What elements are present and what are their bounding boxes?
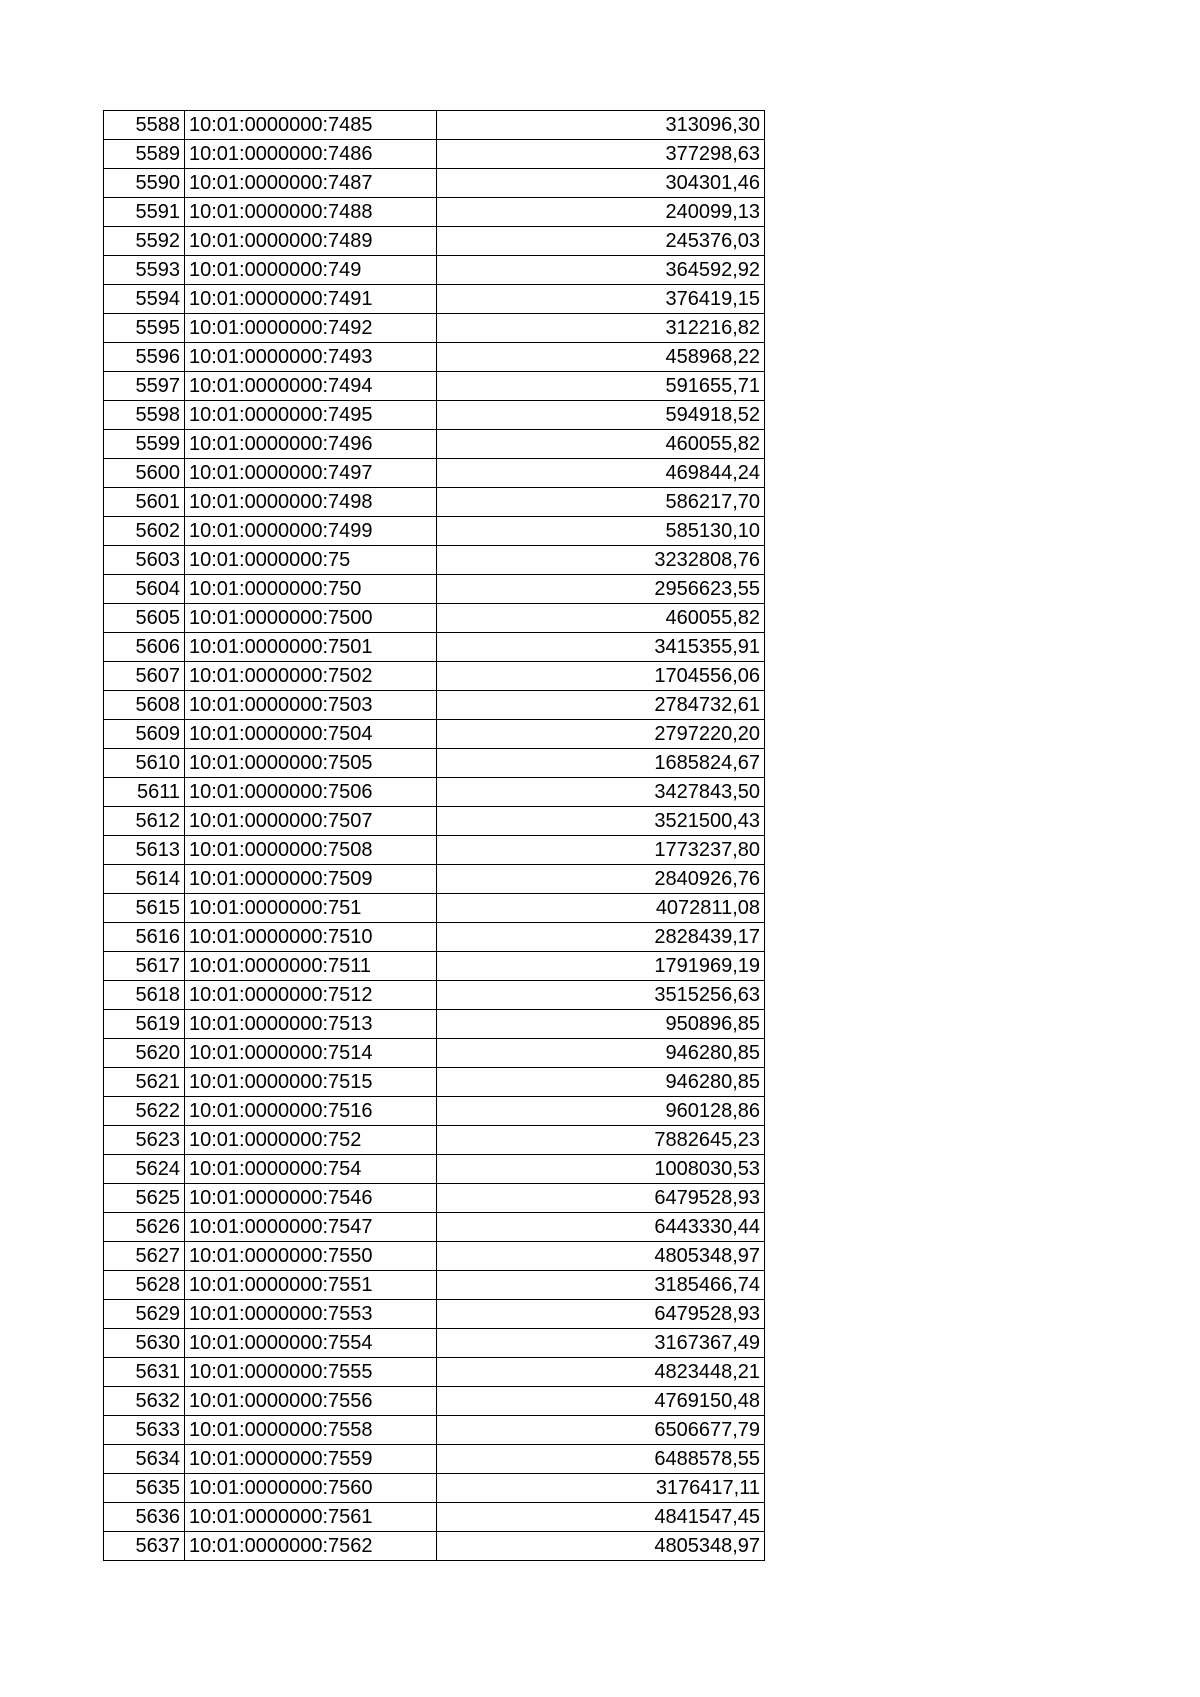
value-cell: 6479528,93 bbox=[437, 1300, 765, 1329]
row-number-cell: 5607 bbox=[104, 662, 185, 691]
row-number-cell: 5599 bbox=[104, 430, 185, 459]
cadastral-number-cell: 10:01:0000000:7499 bbox=[185, 517, 437, 546]
value-cell: 245376,03 bbox=[437, 227, 765, 256]
cadastral-number-cell: 10:01:0000000:7493 bbox=[185, 343, 437, 372]
table-row bbox=[104, 1474, 765, 1503]
cadastral-number-cell: 10:01:0000000:7507 bbox=[185, 807, 437, 836]
value-cell: 458968,22 bbox=[437, 343, 765, 372]
row-number-cell: 5625 bbox=[104, 1184, 185, 1213]
table-row bbox=[104, 198, 765, 227]
row-number-cell: 5597 bbox=[104, 372, 185, 401]
table-row bbox=[104, 227, 765, 256]
row-number-cell: 5631 bbox=[104, 1358, 185, 1387]
table-row bbox=[104, 1155, 765, 1184]
row-number-cell: 5619 bbox=[104, 1010, 185, 1039]
value-cell: 4072811,08 bbox=[437, 894, 765, 923]
row-number-cell: 5595 bbox=[104, 314, 185, 343]
cadastral-number-cell: 10:01:0000000:7508 bbox=[185, 836, 437, 865]
table-row bbox=[104, 865, 765, 894]
data-table bbox=[103, 110, 765, 1561]
value-cell: 460055,82 bbox=[437, 430, 765, 459]
cadastral-number-cell: 10:01:0000000:7509 bbox=[185, 865, 437, 894]
cadastral-number-cell: 10:01:0000000:7503 bbox=[185, 691, 437, 720]
value-cell: 377298,63 bbox=[437, 140, 765, 169]
row-number-cell: 5602 bbox=[104, 517, 185, 546]
value-cell: 2840926,76 bbox=[437, 865, 765, 894]
value-cell: 3167367,49 bbox=[437, 1329, 765, 1358]
table-row bbox=[104, 749, 765, 778]
value-cell: 3232808,76 bbox=[437, 546, 765, 575]
value-cell: 2797220,20 bbox=[437, 720, 765, 749]
table-row bbox=[104, 1503, 765, 1532]
table-row bbox=[104, 1329, 765, 1358]
row-number-cell: 5635 bbox=[104, 1474, 185, 1503]
table-row bbox=[104, 1126, 765, 1155]
value-cell: 376419,15 bbox=[437, 285, 765, 314]
table-row bbox=[104, 1300, 765, 1329]
table-body bbox=[104, 111, 765, 1561]
value-cell: 1791969,19 bbox=[437, 952, 765, 981]
table-row bbox=[104, 633, 765, 662]
row-number-cell: 5615 bbox=[104, 894, 185, 923]
value-cell: 4841547,45 bbox=[437, 1503, 765, 1532]
value-cell: 960128,86 bbox=[437, 1097, 765, 1126]
table-row bbox=[104, 1242, 765, 1271]
table-row bbox=[104, 169, 765, 198]
row-number-cell: 5596 bbox=[104, 343, 185, 372]
cadastral-number-cell: 10:01:0000000:7513 bbox=[185, 1010, 437, 1039]
row-number-cell: 5617 bbox=[104, 952, 185, 981]
table-row bbox=[104, 488, 765, 517]
cadastral-number-cell: 10:01:0000000:7494 bbox=[185, 372, 437, 401]
value-cell: 3176417,11 bbox=[437, 1474, 765, 1503]
value-cell: 950896,85 bbox=[437, 1010, 765, 1039]
table-row bbox=[104, 1184, 765, 1213]
cadastral-number-cell: 10:01:0000000:7487 bbox=[185, 169, 437, 198]
table-row bbox=[104, 1010, 765, 1039]
table-row bbox=[104, 343, 765, 372]
table-row bbox=[104, 1271, 765, 1300]
table-row bbox=[104, 285, 765, 314]
value-cell: 6488578,55 bbox=[437, 1445, 765, 1474]
cadastral-number-cell: 10:01:0000000:7512 bbox=[185, 981, 437, 1010]
row-number-cell: 5609 bbox=[104, 720, 185, 749]
cadastral-number-cell: 10:01:0000000:7546 bbox=[185, 1184, 437, 1213]
row-number-cell: 5611 bbox=[104, 778, 185, 807]
row-number-cell: 5601 bbox=[104, 488, 185, 517]
table-row bbox=[104, 981, 765, 1010]
cadastral-number-cell: 10:01:0000000:7516 bbox=[185, 1097, 437, 1126]
value-cell: 586217,70 bbox=[437, 488, 765, 517]
row-number-cell: 5630 bbox=[104, 1329, 185, 1358]
cadastral-number-cell: 10:01:0000000:7497 bbox=[185, 459, 437, 488]
row-number-cell: 5588 bbox=[104, 111, 185, 140]
cadastral-number-cell: 10:01:0000000:7555 bbox=[185, 1358, 437, 1387]
row-number-cell: 5594 bbox=[104, 285, 185, 314]
cadastral-number-cell: 10:01:0000000:7505 bbox=[185, 749, 437, 778]
value-cell: 4805348,97 bbox=[437, 1532, 765, 1561]
row-number-cell: 5608 bbox=[104, 691, 185, 720]
value-cell: 3515256,63 bbox=[437, 981, 765, 1010]
value-cell: 1008030,53 bbox=[437, 1155, 765, 1184]
row-number-cell: 5606 bbox=[104, 633, 185, 662]
table-row bbox=[104, 952, 765, 981]
row-number-cell: 5592 bbox=[104, 227, 185, 256]
cadastral-number-cell: 10:01:0000000:7500 bbox=[185, 604, 437, 633]
value-cell: 7882645,23 bbox=[437, 1126, 765, 1155]
table-row bbox=[104, 314, 765, 343]
table-row bbox=[104, 1416, 765, 1445]
value-cell: 469844,24 bbox=[437, 459, 765, 488]
cadastral-number-cell: 10:01:0000000:7511 bbox=[185, 952, 437, 981]
table-row bbox=[104, 720, 765, 749]
row-number-cell: 5604 bbox=[104, 575, 185, 604]
table-row bbox=[104, 662, 765, 691]
value-cell: 364592,92 bbox=[437, 256, 765, 285]
row-number-cell: 5600 bbox=[104, 459, 185, 488]
row-number-cell: 5622 bbox=[104, 1097, 185, 1126]
cadastral-number-cell: 10:01:0000000:7491 bbox=[185, 285, 437, 314]
value-cell: 312216,82 bbox=[437, 314, 765, 343]
value-cell: 2828439,17 bbox=[437, 923, 765, 952]
table-row bbox=[104, 459, 765, 488]
cadastral-number-cell: 10:01:0000000:752 bbox=[185, 1126, 437, 1155]
cadastral-number-cell: 10:01:0000000:7559 bbox=[185, 1445, 437, 1474]
table-row bbox=[104, 1039, 765, 1068]
row-number-cell: 5620 bbox=[104, 1039, 185, 1068]
value-cell: 946280,85 bbox=[437, 1039, 765, 1068]
row-number-cell: 5605 bbox=[104, 604, 185, 633]
cadastral-number-cell: 10:01:0000000:7506 bbox=[185, 778, 437, 807]
value-cell: 585130,10 bbox=[437, 517, 765, 546]
cadastral-number-cell: 10:01:0000000:7486 bbox=[185, 140, 437, 169]
row-number-cell: 5636 bbox=[104, 1503, 185, 1532]
value-cell: 591655,71 bbox=[437, 372, 765, 401]
table-row bbox=[104, 836, 765, 865]
row-number-cell: 5612 bbox=[104, 807, 185, 836]
row-number-cell: 5621 bbox=[104, 1068, 185, 1097]
table-row bbox=[104, 256, 765, 285]
value-cell: 946280,85 bbox=[437, 1068, 765, 1097]
table-row bbox=[104, 1532, 765, 1561]
value-cell: 4769150,48 bbox=[437, 1387, 765, 1416]
cadastral-number-cell: 10:01:0000000:7562 bbox=[185, 1532, 437, 1561]
row-number-cell: 5627 bbox=[104, 1242, 185, 1271]
row-number-cell: 5589 bbox=[104, 140, 185, 169]
cadastral-number-cell: 10:01:0000000:7514 bbox=[185, 1039, 437, 1068]
table-row bbox=[104, 575, 765, 604]
table-row bbox=[104, 430, 765, 459]
cadastral-number-cell: 10:01:0000000:7496 bbox=[185, 430, 437, 459]
table-row bbox=[104, 111, 765, 140]
cadastral-number-cell: 10:01:0000000:7502 bbox=[185, 662, 437, 691]
row-number-cell: 5632 bbox=[104, 1387, 185, 1416]
cadastral-number-cell: 10:01:0000000:7495 bbox=[185, 401, 437, 430]
cadastral-number-cell: 10:01:0000000:7556 bbox=[185, 1387, 437, 1416]
row-number-cell: 5616 bbox=[104, 923, 185, 952]
value-cell: 460055,82 bbox=[437, 604, 765, 633]
value-cell: 4823448,21 bbox=[437, 1358, 765, 1387]
row-number-cell: 5633 bbox=[104, 1416, 185, 1445]
cadastral-number-cell: 10:01:0000000:75 bbox=[185, 546, 437, 575]
cadastral-number-cell: 10:01:0000000:7558 bbox=[185, 1416, 437, 1445]
value-cell: 3185466,74 bbox=[437, 1271, 765, 1300]
value-cell: 2784732,61 bbox=[437, 691, 765, 720]
cadastral-number-cell: 10:01:0000000:7551 bbox=[185, 1271, 437, 1300]
cadastral-number-cell: 10:01:0000000:7554 bbox=[185, 1329, 437, 1358]
table-row bbox=[104, 1068, 765, 1097]
cadastral-number-cell: 10:01:0000000:749 bbox=[185, 256, 437, 285]
row-number-cell: 5598 bbox=[104, 401, 185, 430]
value-cell: 240099,13 bbox=[437, 198, 765, 227]
value-cell: 1704556,06 bbox=[437, 662, 765, 691]
table-row bbox=[104, 1358, 765, 1387]
cadastral-number-cell: 10:01:0000000:754 bbox=[185, 1155, 437, 1184]
cadastral-number-cell: 10:01:0000000:7510 bbox=[185, 923, 437, 952]
cadastral-number-cell: 10:01:0000000:7498 bbox=[185, 488, 437, 517]
table-row bbox=[104, 401, 765, 430]
cadastral-number-cell: 10:01:0000000:7561 bbox=[185, 1503, 437, 1532]
value-cell: 3415355,91 bbox=[437, 633, 765, 662]
row-number-cell: 5593 bbox=[104, 256, 185, 285]
cadastral-number-cell: 10:01:0000000:7489 bbox=[185, 227, 437, 256]
value-cell: 2956623,55 bbox=[437, 575, 765, 604]
table-row bbox=[104, 1387, 765, 1416]
row-number-cell: 5591 bbox=[104, 198, 185, 227]
table-row bbox=[104, 807, 765, 836]
value-cell: 313096,30 bbox=[437, 111, 765, 140]
table-row bbox=[104, 140, 765, 169]
row-number-cell: 5623 bbox=[104, 1126, 185, 1155]
table-row bbox=[104, 546, 765, 575]
cadastral-number-cell: 10:01:0000000:7488 bbox=[185, 198, 437, 227]
table-row bbox=[104, 1097, 765, 1126]
row-number-cell: 5629 bbox=[104, 1300, 185, 1329]
value-cell: 3427843,50 bbox=[437, 778, 765, 807]
value-cell: 304301,46 bbox=[437, 169, 765, 198]
cadastral-number-cell: 10:01:0000000:7492 bbox=[185, 314, 437, 343]
table-row bbox=[104, 894, 765, 923]
table-row bbox=[104, 1213, 765, 1242]
table-row bbox=[104, 372, 765, 401]
row-number-cell: 5624 bbox=[104, 1155, 185, 1184]
table-row bbox=[104, 778, 765, 807]
cadastral-number-cell: 10:01:0000000:751 bbox=[185, 894, 437, 923]
table-row bbox=[104, 1445, 765, 1474]
value-cell: 594918,52 bbox=[437, 401, 765, 430]
cadastral-number-cell: 10:01:0000000:7553 bbox=[185, 1300, 437, 1329]
cadastral-number-cell: 10:01:0000000:7550 bbox=[185, 1242, 437, 1271]
cadastral-number-cell: 10:01:0000000:7501 bbox=[185, 633, 437, 662]
row-number-cell: 5610 bbox=[104, 749, 185, 778]
table-row bbox=[104, 691, 765, 720]
row-number-cell: 5614 bbox=[104, 865, 185, 894]
value-cell: 6506677,79 bbox=[437, 1416, 765, 1445]
value-cell: 1773237,80 bbox=[437, 836, 765, 865]
value-cell: 1685824,67 bbox=[437, 749, 765, 778]
cadastral-number-cell: 10:01:0000000:7547 bbox=[185, 1213, 437, 1242]
value-cell: 4805348,97 bbox=[437, 1242, 765, 1271]
row-number-cell: 5634 bbox=[104, 1445, 185, 1474]
value-cell: 3521500,43 bbox=[437, 807, 765, 836]
table-row bbox=[104, 604, 765, 633]
row-number-cell: 5590 bbox=[104, 169, 185, 198]
cadastral-number-cell: 10:01:0000000:7515 bbox=[185, 1068, 437, 1097]
row-number-cell: 5626 bbox=[104, 1213, 185, 1242]
row-number-cell: 5637 bbox=[104, 1532, 185, 1561]
row-number-cell: 5613 bbox=[104, 836, 185, 865]
cadastral-number-cell: 10:01:0000000:7560 bbox=[185, 1474, 437, 1503]
table-row bbox=[104, 923, 765, 952]
row-number-cell: 5628 bbox=[104, 1271, 185, 1300]
table-row bbox=[104, 517, 765, 546]
cadastral-number-cell: 10:01:0000000:7504 bbox=[185, 720, 437, 749]
row-number-cell: 5603 bbox=[104, 546, 185, 575]
cadastral-number-cell: 10:01:0000000:750 bbox=[185, 575, 437, 604]
row-number-cell: 5618 bbox=[104, 981, 185, 1010]
cadastral-number-cell: 10:01:0000000:7485 bbox=[185, 111, 437, 140]
value-cell: 6443330,44 bbox=[437, 1213, 765, 1242]
value-cell: 6479528,93 bbox=[437, 1184, 765, 1213]
